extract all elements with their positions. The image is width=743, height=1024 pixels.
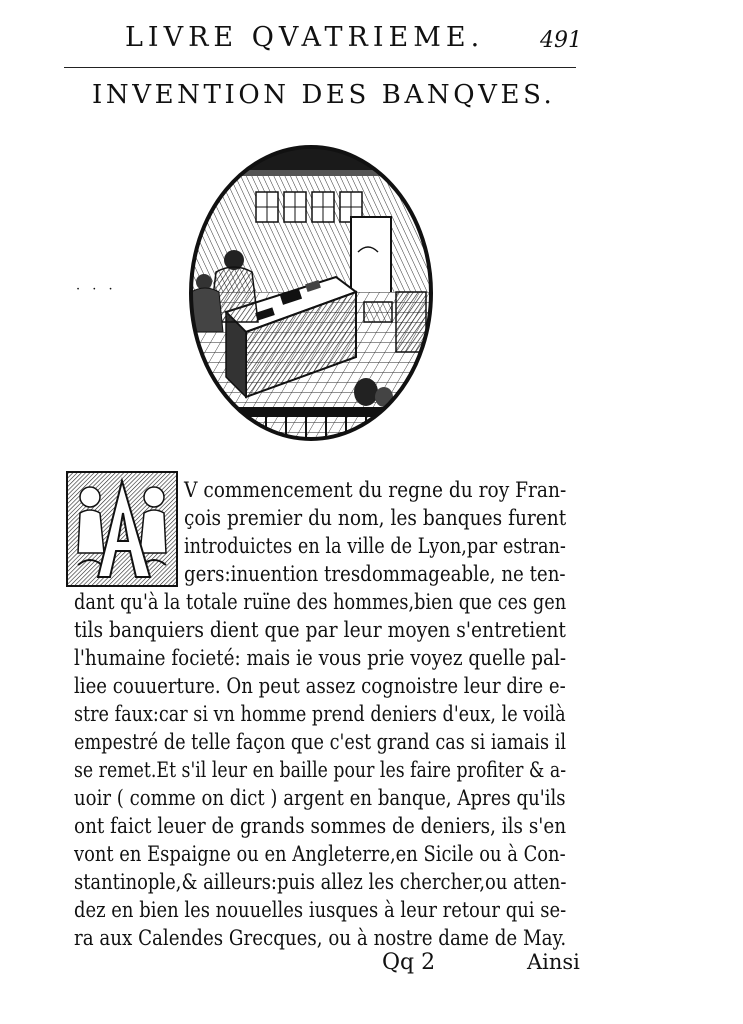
page-number: 491 (540, 28, 582, 53)
running-title: LIVRE QVATRIEME. (125, 22, 485, 53)
text-line: liee couuerture. On peut assez cognoistre leur dire e- (74, 674, 566, 699)
text-line: gers:inuention tresdommageable, ne ten- (184, 562, 566, 587)
text-line: introduictes en la ville de Lyon,par estran- (184, 534, 566, 559)
section-title: INVENTION DES BANQVES. (92, 80, 556, 110)
margin-mark: · · · (76, 282, 117, 297)
ornamental-initial-a-icon (68, 473, 176, 585)
text-line: stantinople,& ailleurs:puis allez les chercher,ou atten- (74, 870, 567, 895)
text-line: dez en bien les nouuelles iusques à leur retour qui se- (74, 898, 567, 923)
text-line: V commencement du regne du roy Fran- (184, 478, 567, 503)
text-line: vont en Espaigne ou en Angleterre,en Sicile ou à Con- (74, 842, 566, 867)
woodcut-illustration (186, 142, 436, 444)
text-line: stre faux:car si vn homme prend deniers d'eux, le voilà (74, 702, 566, 727)
text-line: çois premier du nom, les banques furent (184, 506, 567, 531)
signature-mark: Qq 2 (382, 950, 436, 975)
text-line: tils banquiers dient que par leur moyen s'entretient (74, 618, 566, 643)
text-line: l'humaine focieté: mais ie vous prie voyez quelle pal- (74, 646, 567, 671)
header-rule (64, 67, 576, 68)
text-line: ra aux Calendes Grecques, ou à nostre dame de May. (74, 926, 567, 951)
catchword: Ainsi (527, 950, 580, 974)
text-line: uoir ( comme on dict ) argent en banque, Apres qu'ils (74, 786, 566, 811)
text-line: empestré de telle façon que c'est grand cas si iamais il (74, 730, 567, 755)
text-line: ont faict leuer de grands sommes de deniers, ils s'en (74, 814, 567, 839)
woodcut-bank-interior-icon (186, 142, 436, 444)
text-line: se remet.Et s'il leur en baille pour les faire profiter & a- (74, 758, 567, 783)
drop-cap (66, 471, 178, 587)
text-line: dant qu'à la totale ruïne des hommes,bien que ces gen (74, 590, 567, 615)
